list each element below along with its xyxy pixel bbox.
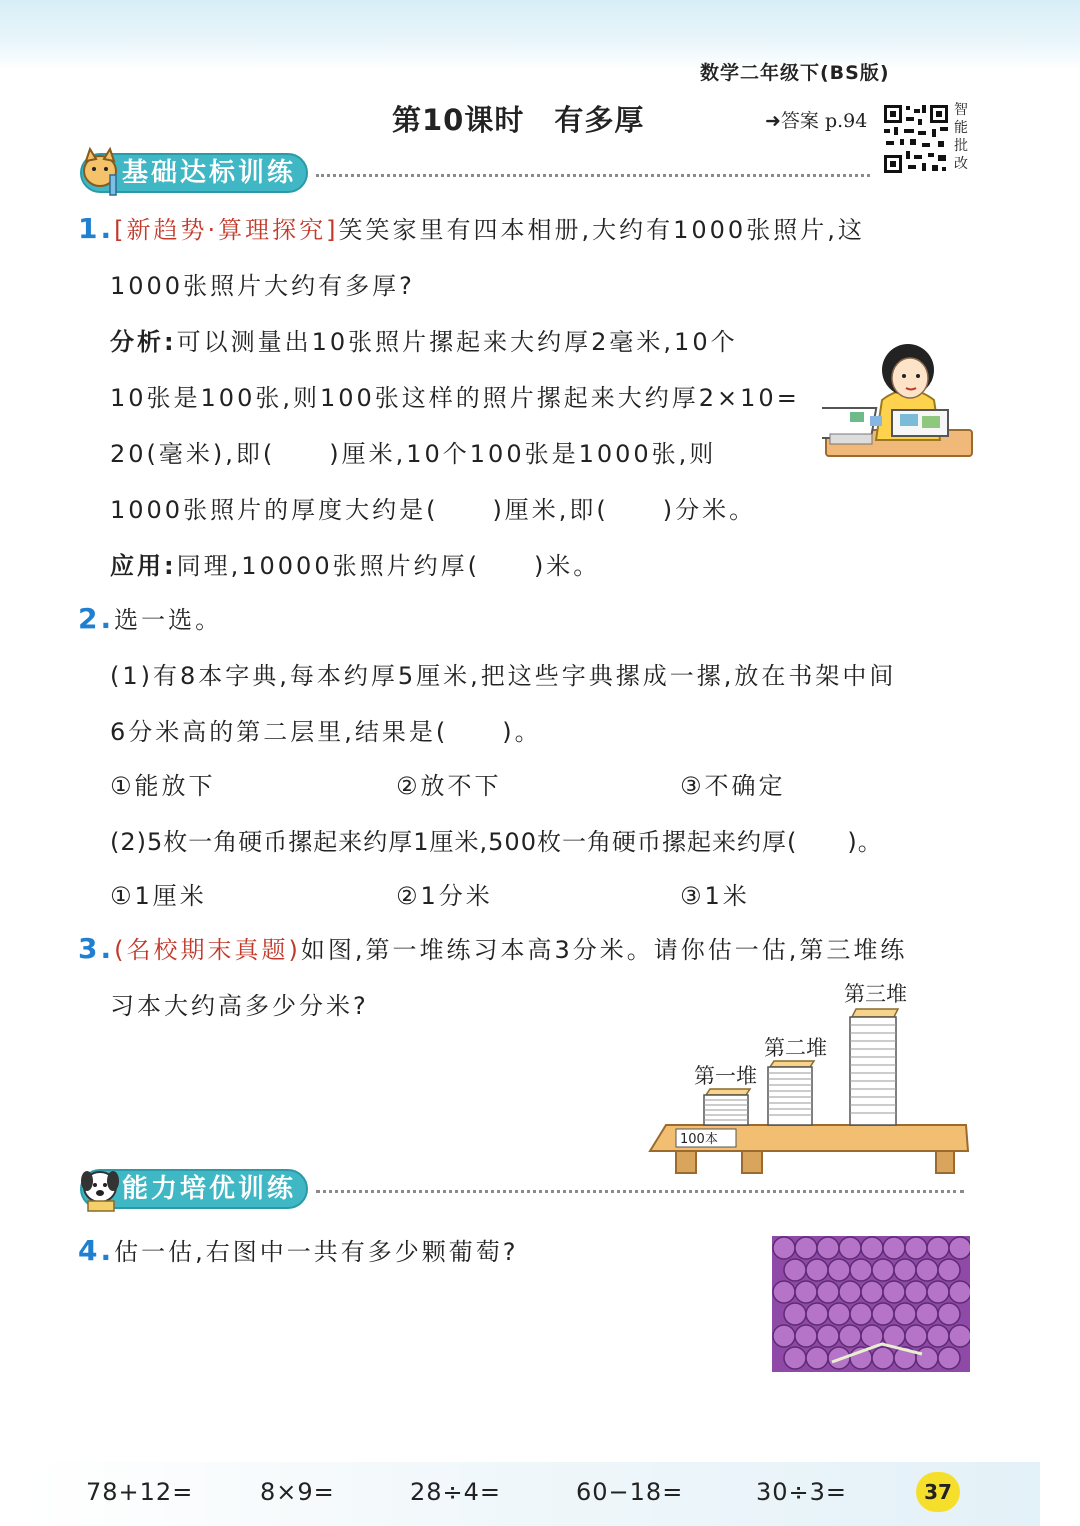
grape: [817, 1237, 839, 1259]
dog-mascot-icon: [78, 1163, 124, 1213]
calc-1: 78+12=: [86, 1478, 194, 1506]
analysis-line-4: 1000张照片的厚度大约是( )厘米,即( )分米。: [110, 496, 757, 524]
grape: [817, 1281, 839, 1303]
section-title: 基础达标训练: [80, 153, 308, 193]
grape: [773, 1325, 795, 1347]
calc-3: 28÷4=: [410, 1478, 502, 1506]
grape: [828, 1259, 850, 1281]
calc-2: 8×9=: [260, 1478, 335, 1506]
divider-dots: [316, 174, 870, 177]
calc-4: 60−18=: [576, 1478, 684, 1506]
question-2-part-1-line-2: 6分米高的第二层里,结果是( )。: [110, 718, 542, 746]
question-2-part-1-line-1: (1)有8本字典,每本约厚5厘米,把这些字典摞成一摞,放在书架中间: [110, 662, 897, 690]
page-title: 第10课时 有多厚: [392, 103, 645, 137]
label-pile-3: 第三堆: [844, 982, 907, 1006]
grape: [850, 1259, 872, 1281]
grape: [894, 1303, 916, 1325]
grape: [795, 1325, 817, 1347]
grape: [828, 1303, 850, 1325]
answer-reference: ➜答案 p.94: [765, 110, 868, 132]
grape: [839, 1281, 861, 1303]
pile-2: [768, 1061, 814, 1125]
analysis-line-3: 20(毫米),即( )厘米,10个100张是1000张,则: [110, 440, 717, 468]
grapes-illustration: [772, 1236, 970, 1372]
label-pile-2: 第二堆: [764, 1036, 827, 1060]
grape: [795, 1281, 817, 1303]
exercise-book-piles-illustration: [646, 975, 972, 1175]
grape: [872, 1347, 894, 1369]
grape: [861, 1237, 883, 1259]
grape: [817, 1325, 839, 1347]
analysis-line-1: 分析:可以测量出10张照片摞起来大约厚2毫米,10个: [110, 328, 738, 356]
cat-mascot-icon: [78, 147, 124, 197]
grape: [916, 1259, 938, 1281]
grape: [784, 1347, 806, 1369]
question-tag: [新趋势·算理探究]: [114, 216, 339, 244]
option-3[interactable]: ③1米: [680, 882, 750, 910]
grape: [938, 1347, 960, 1369]
grape: [949, 1325, 970, 1347]
grape: [872, 1303, 894, 1325]
grape: [839, 1237, 861, 1259]
girl-with-album-illustration: [822, 330, 974, 470]
question-number: 2.: [78, 602, 115, 635]
header-background: [0, 0, 1080, 70]
section-title: 能力培优训练: [80, 1169, 308, 1209]
question-number: 1.: [78, 212, 115, 245]
grape: [850, 1303, 872, 1325]
grape: [927, 1237, 949, 1259]
option-3[interactable]: ③不确定: [680, 772, 786, 800]
grape: [938, 1303, 960, 1325]
grape: [795, 1237, 817, 1259]
option-2[interactable]: ②放不下: [396, 772, 502, 800]
question-1-line-2: 1000张照片大约有多厚?: [110, 272, 415, 300]
grape: [927, 1281, 949, 1303]
question-2-title: 2.选一选。: [78, 602, 223, 635]
question-number: 3.: [78, 932, 115, 965]
question-1-line-1: 1.[新趋势·算理探究]笑笑家里有四本相册,大约有1000张照片,这: [78, 212, 865, 245]
grape: [894, 1259, 916, 1281]
grape: [806, 1347, 828, 1369]
grape: [916, 1303, 938, 1325]
grade-label: 数学二年级下(BS版): [700, 62, 890, 84]
grape: [883, 1281, 905, 1303]
grape: [927, 1325, 949, 1347]
grape: [883, 1237, 905, 1259]
grape: [773, 1237, 795, 1259]
option-1[interactable]: ①能放下: [110, 772, 216, 800]
application-line: 应用:同理,10000张照片约厚( )米。: [110, 552, 601, 580]
question-2-part-2-line-1: (2)5枚一角硬币摞起来约厚1厘米,500枚一角硬币摞起来约厚( )。: [110, 828, 883, 856]
option-1[interactable]: ①1厘米: [110, 882, 207, 910]
label-pile-1: 第一堆: [694, 1064, 757, 1088]
question-number: 4.: [78, 1234, 115, 1267]
grape: [784, 1303, 806, 1325]
grape: [949, 1281, 970, 1303]
grape: [938, 1259, 960, 1281]
grape: [872, 1259, 894, 1281]
grape: [905, 1281, 927, 1303]
pile-3: [850, 1009, 898, 1125]
pile-1: [704, 1089, 750, 1125]
grape: [806, 1259, 828, 1281]
question-tag: (名校期末真题): [114, 936, 301, 964]
question-3-line-2: 习本大约高多少分米?: [110, 992, 369, 1020]
grape: [773, 1281, 795, 1303]
grape: [784, 1259, 806, 1281]
analysis-line-2: 10张是100张,则100张这样的照片摞起来大约厚2×10=: [110, 384, 800, 412]
arrow-right-icon: ➜: [765, 110, 781, 132]
calc-5: 30÷3=: [756, 1478, 848, 1506]
divider-dots: [316, 1190, 964, 1193]
grape: [806, 1303, 828, 1325]
grape: [949, 1237, 970, 1259]
grape: [905, 1325, 927, 1347]
question-4-line: 4.估一估,右图中一共有多少颗葡萄?: [78, 1234, 519, 1267]
grape: [916, 1347, 938, 1369]
option-2[interactable]: ②1分米: [396, 882, 493, 910]
section-banner-basic: [80, 152, 870, 194]
section-banner-advanced: [80, 1168, 964, 1210]
grape: [839, 1325, 861, 1347]
qr-code-icon[interactable]: [882, 103, 950, 175]
grape: [861, 1281, 883, 1303]
smart-grading-label: 智能批改: [954, 102, 968, 172]
label-100-books: 100本: [680, 1132, 718, 1147]
question-3-line-1: 3.(名校期末真题)如图,第一堆练习本高3分米。请你估一估,第三堆练: [78, 932, 908, 965]
page-number-badge: 37: [916, 1472, 960, 1512]
grape: [905, 1237, 927, 1259]
